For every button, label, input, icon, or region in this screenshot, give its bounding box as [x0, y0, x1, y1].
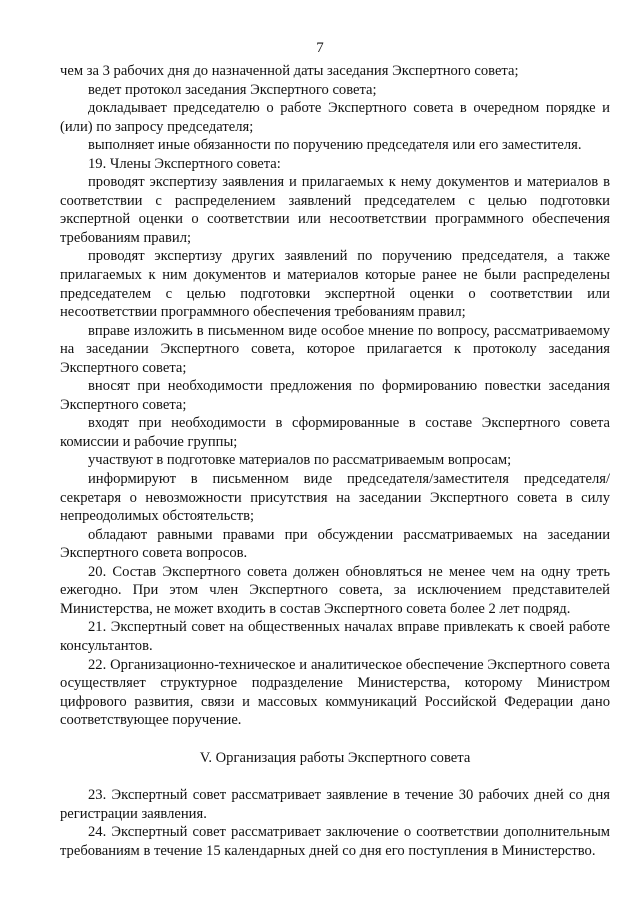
- paragraph: 22. Организационно-техническое и аналитическое обеспечение Экспертного совета осуществляет структурное подразделение Министерства, которому Министром цифрового развития, связи и массовых коммуникаций Российской Федерации дано соответствующее поручение.: [60, 656, 610, 729]
- section-heading: V. Организация работы Экспертного совета: [199, 749, 471, 766]
- paragraph: обладают равными правами при обсуждении рассматриваемых на заседании Экспертного совета вопросов.: [60, 526, 610, 562]
- paragraph: ведет протокол заседания Экспертного совета;: [88, 81, 377, 98]
- paragraph: выполняет иные обязанности по поручению председателя или его заместителя.: [88, 137, 582, 154]
- paragraph: участвуют в подготовке материалов по рассматриваемым вопросам;: [88, 452, 512, 469]
- paragraph: вносят при необходимости предложения по формированию повестки заседания Экспертного совета;: [60, 378, 610, 413]
- document-body: [60, 62, 610, 860]
- paragraph: входят при необходимости в сформированные в составе Экспертного совета комиссии и рабочие группы;: [60, 415, 610, 450]
- page-number: 7: [316, 40, 324, 56]
- paragraph: информируют в письменном виде председателя/заместителя председателя/секретаря о невозможности присутствия на заседании Экспертного совета в силу непреодолимых обстоятельств;: [60, 471, 610, 525]
- paragraph: проводят экспертизу заявления и прилагаемых к нему документов и материалов в соответствии с распределением заявлений председателем с целью подготовки экспертной оценки о соответствии или несоответствии программного обеспечения требованиям правил;: [60, 174, 610, 246]
- paragraph: 20. Состав Экспертного совета должен обновляться не менее чем на одну треть ежегодно. При этом член Экспертного совета, за исключением представителей Министерства, не может входить в состав Экспертного совета более 2 лет подряд.: [60, 563, 610, 617]
- paragraph: 19. Члены Экспертного совета:: [88, 155, 281, 172]
- paragraph: 21. Экспертный совет на общественных началах вправе привлекать к своей работе консультантов.: [60, 619, 610, 654]
- paragraph: 23. Экспертный совет рассматривает заявление в течение 30 рабочих дней со дня регистрации заявления.: [60, 787, 610, 822]
- paragraph: 24. Экспертный совет рассматривает заключение о соответствии дополнительным требованиям в течение 15 календарных дней со дня его поступления в Министерство.: [60, 824, 610, 859]
- paragraph: докладывает председателю о работе Экспертного совета в очередном порядке и (или) по запросу председателя;: [60, 100, 610, 135]
- paragraph: проводят экспертизу других заявлений по поручению председателя, а также прилагаемых к ним документов и материалов которые ранее не были распределены председателем с целью подготовки экспертной оценки о соответствии или несоответствии программного обеспечения требованиям правил;: [60, 248, 610, 321]
- paragraph: чем за 3 рабочих дня до назначенной даты заседания Экспертного совета;: [60, 63, 519, 79]
- paragraph: вправе изложить в письменном виде особое мнение по вопросу, рассматриваемому на заседании Экспертного совета, которое прилагается к протоколу заседания Экспертного совета;: [60, 322, 610, 376]
- paragraphs-after: [60, 786, 610, 860]
- paragraphs-before: [60, 62, 610, 730]
